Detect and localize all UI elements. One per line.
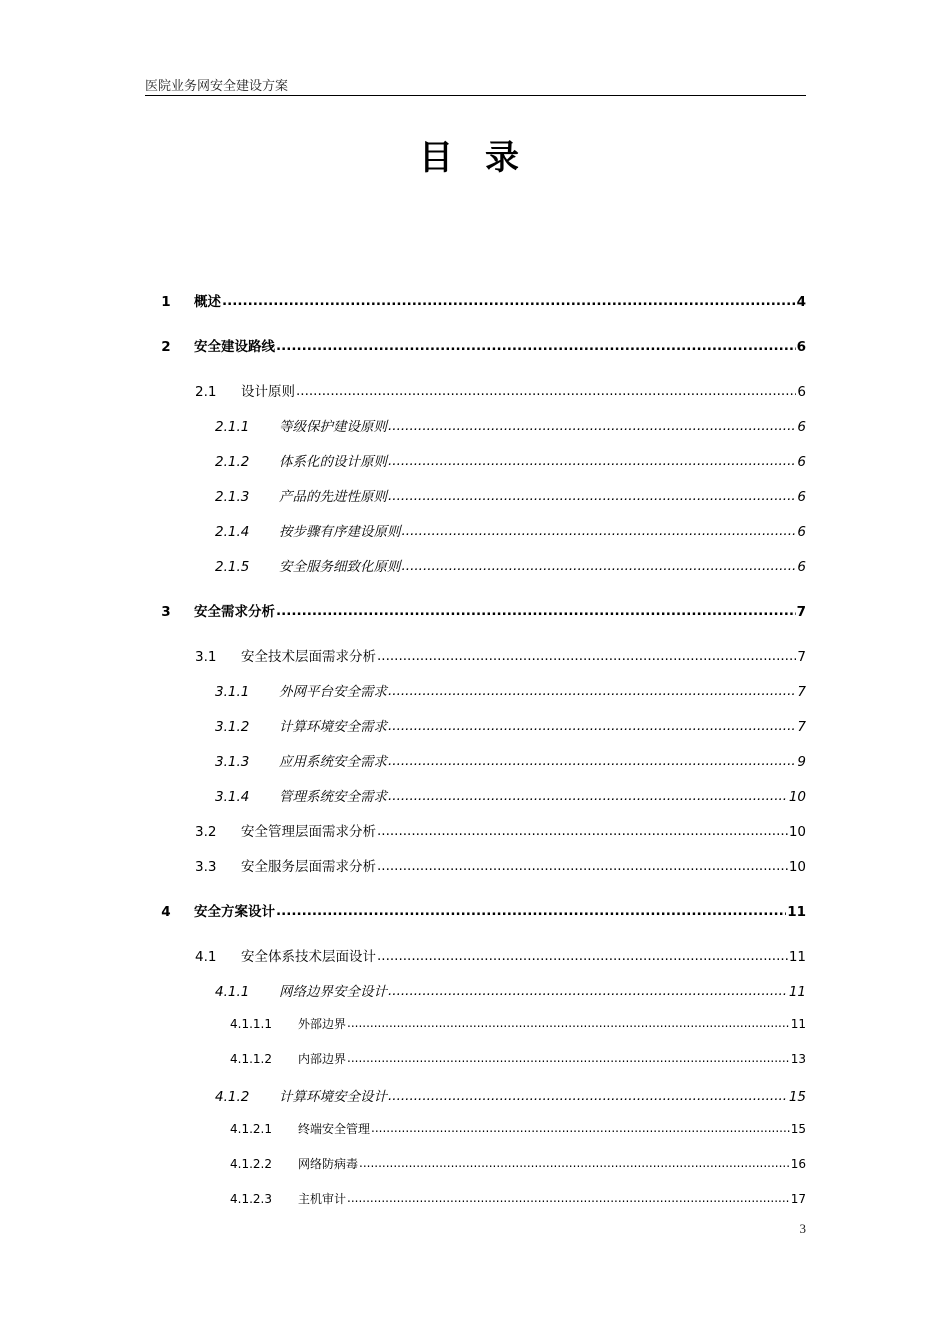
toc-entry-label: 体系化的设计原则 bbox=[279, 454, 387, 470]
toc-entry-number: 4.1.2.2 bbox=[230, 1157, 272, 1171]
toc-entry[interactable] bbox=[138, 335, 806, 355]
toc-dot-leader bbox=[276, 603, 796, 619]
toc-entry-page: 10 bbox=[788, 859, 806, 875]
toc-entry[interactable] bbox=[215, 750, 806, 770]
toc-entry-number: 4.1.1 bbox=[215, 984, 250, 1000]
toc-entry-label: 主机审计 bbox=[298, 1192, 347, 1206]
toc-entry-number: 3 bbox=[161, 604, 171, 620]
toc-entry-page: 13 bbox=[790, 1052, 806, 1066]
toc-entry[interactable] bbox=[230, 1120, 806, 1137]
toc-entry[interactable] bbox=[138, 900, 806, 920]
toc-entry-number: 3.3 bbox=[195, 859, 217, 875]
toc-entry-page: 7 bbox=[797, 684, 806, 700]
toc-entry[interactable] bbox=[195, 945, 806, 965]
toc-entry[interactable] bbox=[215, 555, 806, 575]
toc-entry-page: 15 bbox=[788, 1089, 806, 1105]
toc-entry[interactable] bbox=[230, 1050, 806, 1067]
toc-dot-leader bbox=[388, 753, 796, 769]
toc-entry-page: 4 bbox=[796, 294, 806, 310]
toc-entry[interactable] bbox=[138, 600, 806, 620]
toc-entry-page: 6 bbox=[797, 454, 806, 470]
toc-entry[interactable] bbox=[215, 450, 806, 470]
toc-entry-label: 安全需求分析 bbox=[194, 604, 275, 620]
toc-entry-page: 11 bbox=[788, 984, 806, 1000]
page-number: 3 bbox=[799, 1221, 806, 1236]
toc-entry-label: 产品的先进性原则 bbox=[279, 489, 387, 505]
toc-entry-label: 安全建设路线 bbox=[194, 339, 275, 355]
toc-entry-label: 安全方案设计 bbox=[194, 904, 275, 920]
toc-entry-page: 6 bbox=[797, 419, 806, 435]
toc-dot-leader bbox=[276, 338, 796, 354]
toc-entry-page: 16 bbox=[790, 1157, 806, 1171]
toc-entry-label: 安全体系技术层面设计 bbox=[241, 949, 376, 965]
toc-entry-label: 外部边界 bbox=[298, 1017, 347, 1031]
toc-entry-number: 1 bbox=[161, 294, 171, 310]
toc-entry-label: 按步骤有序建设原则 bbox=[279, 524, 401, 540]
header-divider bbox=[145, 95, 806, 96]
toc-entry-label: 应用系统安全需求 bbox=[279, 754, 387, 770]
toc-entry-page: 6 bbox=[797, 524, 806, 540]
toc-dot-leader bbox=[276, 903, 786, 919]
toc-dot-leader bbox=[222, 293, 796, 309]
toc-entry-number: 4.1.2.1 bbox=[230, 1122, 272, 1136]
toc-entry-page: 10 bbox=[788, 824, 806, 840]
toc-entry-number: 3.2 bbox=[195, 824, 217, 840]
toc-entry-label: 网络防病毒 bbox=[298, 1157, 359, 1171]
toc-entry-page: 15 bbox=[790, 1122, 806, 1136]
toc-entry-number: 2.1.4 bbox=[215, 524, 250, 540]
toc-dot-leader bbox=[371, 1121, 790, 1135]
toc-entry-label: 安全技术层面需求分析 bbox=[241, 649, 376, 665]
toc-entry[interactable] bbox=[215, 520, 806, 540]
toc-entry-number: 4.1.1.1 bbox=[230, 1017, 272, 1031]
toc-entry-number: 3.1 bbox=[195, 649, 217, 665]
toc-dot-leader bbox=[388, 418, 796, 434]
toc-entry-page: 6 bbox=[796, 339, 806, 355]
toc-dot-leader bbox=[388, 453, 796, 469]
toc-entry-number: 2.1.2 bbox=[215, 454, 250, 470]
toc-entry[interactable] bbox=[230, 1190, 806, 1207]
toc-entry-label: 设计原则 bbox=[241, 384, 295, 400]
toc-dot-leader bbox=[377, 648, 796, 664]
toc-entry-label: 计算环境安全需求 bbox=[279, 719, 387, 735]
toc-entry-label: 管理系统安全需求 bbox=[279, 789, 387, 805]
toc-entry[interactable] bbox=[195, 645, 806, 665]
toc-entry-number: 4.1 bbox=[195, 949, 217, 965]
toc-entry-page: 17 bbox=[790, 1192, 806, 1206]
toc-entry[interactable] bbox=[215, 680, 806, 700]
toc-entry[interactable] bbox=[230, 1015, 806, 1032]
toc-dot-leader bbox=[359, 1156, 790, 1170]
toc-entry[interactable] bbox=[230, 1155, 806, 1172]
toc-entry-number: 2.1.5 bbox=[215, 559, 250, 575]
toc-entry-page: 10 bbox=[788, 789, 806, 805]
toc-entry-number: 3.1.3 bbox=[215, 754, 250, 770]
toc-dot-leader bbox=[377, 858, 788, 874]
toc-dot-leader bbox=[388, 718, 796, 734]
toc-entry-number: 4.1.2 bbox=[215, 1089, 250, 1105]
toc-entry-number: 4.1.2.3 bbox=[230, 1192, 272, 1206]
toc-entry-number: 2.1.1 bbox=[215, 419, 250, 435]
toc-dot-leader bbox=[388, 788, 788, 804]
toc-entry-number: 2 bbox=[161, 339, 171, 355]
running-header: 医院业务网安全建设方案 bbox=[145, 79, 289, 94]
toc-dot-leader bbox=[296, 383, 796, 399]
toc-entry-page: 7 bbox=[796, 604, 806, 620]
toc-entry-page: 11 bbox=[790, 1017, 806, 1031]
toc-entry-label: 等级保护建设原则 bbox=[279, 419, 387, 435]
toc-entry[interactable] bbox=[215, 415, 806, 435]
toc-dot-leader bbox=[388, 683, 796, 699]
toc-dot-leader bbox=[402, 523, 797, 539]
toc-entry[interactable] bbox=[195, 820, 806, 840]
toc-dot-leader bbox=[388, 488, 796, 504]
toc-entry-label: 内部边界 bbox=[298, 1052, 347, 1066]
toc-entry[interactable] bbox=[195, 380, 806, 400]
toc-dot-leader bbox=[388, 983, 788, 999]
toc-dot-leader bbox=[388, 1088, 788, 1104]
toc-entry-label: 概述 bbox=[194, 294, 221, 310]
toc-entry-number: 3.1.4 bbox=[215, 789, 250, 805]
toc-entry-label: 安全服务层面需求分析 bbox=[241, 859, 376, 875]
toc-dot-leader bbox=[347, 1051, 790, 1065]
toc-dot-leader bbox=[377, 823, 788, 839]
toc-entry-number: 3.1.2 bbox=[215, 719, 250, 735]
toc-entry[interactable] bbox=[138, 290, 806, 310]
toc-entry-number: 2.1.3 bbox=[215, 489, 250, 505]
toc-entry-page: 6 bbox=[797, 559, 806, 575]
toc-entry-page: 7 bbox=[797, 649, 806, 665]
toc-entry-page: 6 bbox=[797, 384, 806, 400]
toc-dot-leader bbox=[347, 1016, 790, 1030]
toc-entry-page: 7 bbox=[797, 719, 806, 735]
page-title: 目录 bbox=[419, 138, 551, 178]
toc-entry-number: 3.1.1 bbox=[215, 684, 250, 700]
toc-entry[interactable] bbox=[215, 715, 806, 735]
toc-dot-leader bbox=[347, 1191, 790, 1205]
toc-entry-label: 网络边界安全设计 bbox=[279, 984, 387, 1000]
toc-entry-page: 11 bbox=[787, 904, 806, 920]
toc-entry[interactable] bbox=[215, 785, 806, 805]
toc-entry-number: 4.1.1.2 bbox=[230, 1052, 272, 1066]
toc-entry-label: 安全服务细致化原则 bbox=[279, 559, 401, 575]
toc-entry-number: 4 bbox=[161, 904, 171, 920]
toc-entry-label: 外网平台安全需求 bbox=[279, 684, 387, 700]
toc-dot-leader bbox=[402, 558, 797, 574]
toc-entry-page: 11 bbox=[788, 949, 806, 965]
toc-entry[interactable] bbox=[215, 1085, 806, 1105]
toc-entry-label: 计算环境安全设计 bbox=[279, 1089, 387, 1105]
toc-entry[interactable] bbox=[215, 980, 806, 1000]
toc-entry-page: 9 bbox=[797, 754, 806, 770]
toc-dot-leader bbox=[377, 948, 788, 964]
toc-entry[interactable] bbox=[195, 855, 806, 875]
toc-entry[interactable] bbox=[215, 485, 806, 505]
toc-entry-number: 2.1 bbox=[195, 384, 217, 400]
toc-entry-label: 安全管理层面需求分析 bbox=[241, 824, 376, 840]
toc-entry-label: 终端安全管理 bbox=[298, 1122, 371, 1136]
toc-entry-page: 6 bbox=[797, 489, 806, 505]
